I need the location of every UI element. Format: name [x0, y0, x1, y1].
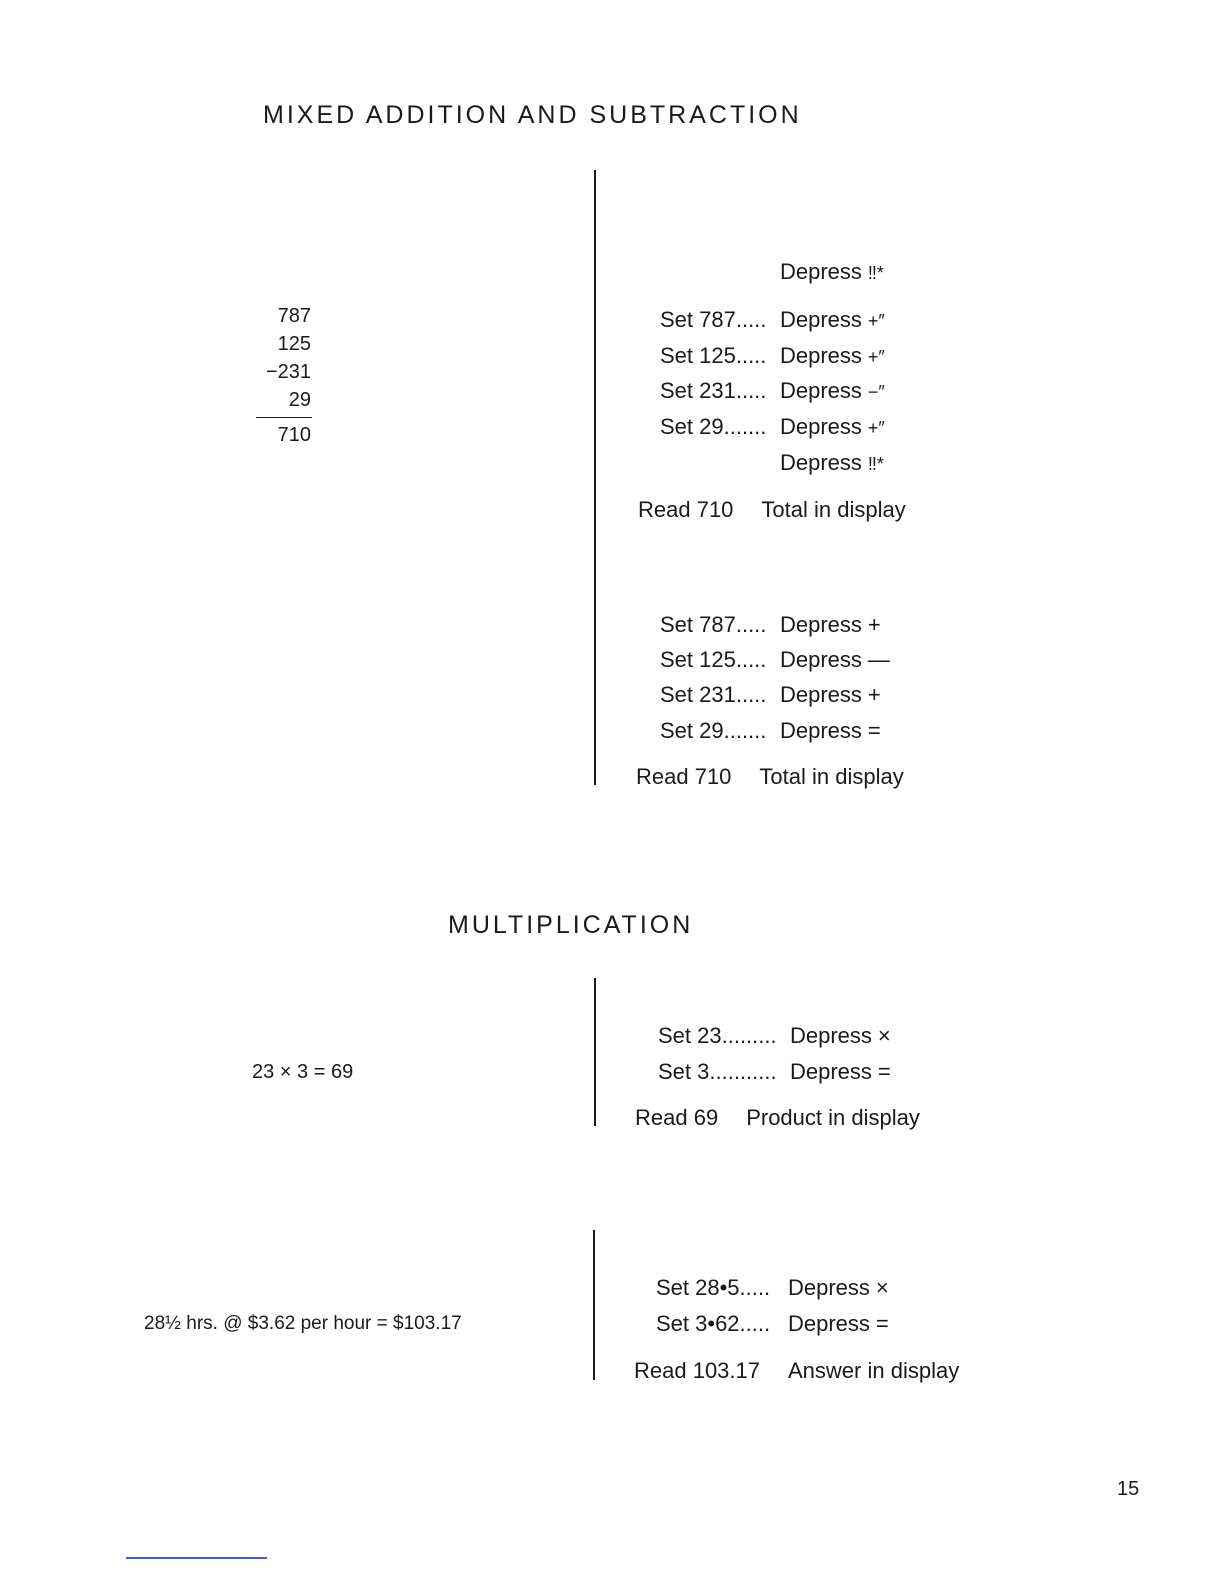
read-note: Product in display — [746, 1105, 920, 1130]
column-divider — [593, 1230, 595, 1380]
set-label: Set 787..... — [660, 612, 767, 637]
depress-label: Depress — [780, 259, 862, 284]
set-label: Set 28•5..... — [656, 1275, 771, 1300]
set-label: Set 3•62..... — [656, 1311, 771, 1336]
read-note: Total in display — [761, 497, 906, 522]
set-label: Set 231..... — [660, 378, 767, 403]
set-label: Set 29....... — [660, 414, 767, 439]
depress-label: Depress — [780, 450, 862, 475]
instruction-line — [660, 414, 885, 440]
read-line — [638, 497, 906, 523]
set-label: Set 125..... — [660, 647, 767, 672]
read-line — [634, 1358, 959, 1384]
depress-label: Depress — [780, 343, 862, 368]
key-symbol: = — [875, 1311, 889, 1336]
instruction-line — [660, 343, 885, 369]
column-value: −231 — [265, 361, 311, 383]
instruction-line — [658, 1023, 891, 1049]
bottom-rule — [126, 1557, 267, 1559]
set-label: Set 23......... — [658, 1023, 777, 1048]
column-value: 787 — [277, 305, 311, 327]
depress-label: Depress — [788, 1275, 870, 1300]
column-value: 29 — [288, 389, 311, 411]
instruction-line — [660, 682, 881, 708]
set-label: Set 29....... — [660, 718, 767, 743]
equation: 28½ hrs. @ $3.62 per hour = $103.17 — [144, 1313, 462, 1334]
key-symbol: −″ — [867, 382, 885, 402]
depress-label: Depress — [780, 378, 862, 403]
instruction-line — [656, 1275, 889, 1301]
depress-label: Depress — [780, 682, 862, 707]
depress-label: Depress — [780, 612, 862, 637]
column-divider — [594, 170, 596, 785]
set-label: Set 787..... — [660, 307, 767, 332]
read-note: Answer in display — [788, 1358, 960, 1383]
instruction-line — [780, 450, 884, 476]
key-symbol: = — [877, 1059, 891, 1084]
key-symbol: × — [875, 1275, 889, 1300]
read-label: Read 69 — [635, 1105, 719, 1130]
depress-label: Depress — [788, 1311, 870, 1336]
instruction-line — [656, 1311, 889, 1337]
column-divider — [594, 978, 596, 1126]
page-number: 15 — [1117, 1478, 1140, 1500]
instruction-line — [660, 718, 881, 744]
read-line — [635, 1105, 920, 1131]
section-heading-mult: MULTIPLICATION — [448, 911, 694, 939]
depress-label: Depress — [780, 718, 862, 743]
depress-label: Depress — [790, 1023, 872, 1048]
instruction-line — [660, 378, 885, 404]
instruction-line — [660, 612, 881, 638]
set-label: Set 231..... — [660, 682, 767, 707]
read-label: Read 710 — [636, 764, 732, 789]
key-symbol: +″ — [867, 311, 885, 331]
depress-label: Depress — [790, 1059, 872, 1084]
instruction-line — [780, 259, 884, 285]
column-value: 125 — [277, 333, 311, 355]
instruction-line — [660, 647, 890, 673]
set-label: Set 3........... — [658, 1059, 777, 1084]
instruction-line — [658, 1059, 891, 1085]
sum-rule — [256, 417, 312, 418]
key-symbol: = — [867, 718, 881, 743]
key-symbol: + — [867, 682, 881, 707]
read-label: Read 710 — [638, 497, 734, 522]
read-label: Read 103.17 — [634, 1358, 760, 1383]
set-label: Set 125..... — [660, 343, 767, 368]
key-symbol: +″ — [867, 347, 885, 367]
section-heading-addsub: MIXED ADDITION AND SUBTRACTION — [263, 101, 802, 129]
depress-label: Depress — [780, 414, 862, 439]
key-symbol: × — [877, 1023, 891, 1048]
read-line — [636, 764, 904, 790]
key-symbol: ‼* — [867, 454, 884, 474]
depress-label: Depress — [780, 307, 862, 332]
key-symbol: — — [867, 647, 890, 672]
depress-label: Depress — [780, 647, 862, 672]
key-symbol: + — [867, 612, 881, 637]
key-symbol: ‼* — [867, 263, 884, 283]
equation: 23 × 3 = 69 — [252, 1061, 354, 1083]
column-total: 710 — [277, 424, 311, 446]
key-symbol: +″ — [867, 418, 885, 438]
read-note: Total in display — [759, 764, 904, 789]
instruction-line — [660, 307, 885, 333]
